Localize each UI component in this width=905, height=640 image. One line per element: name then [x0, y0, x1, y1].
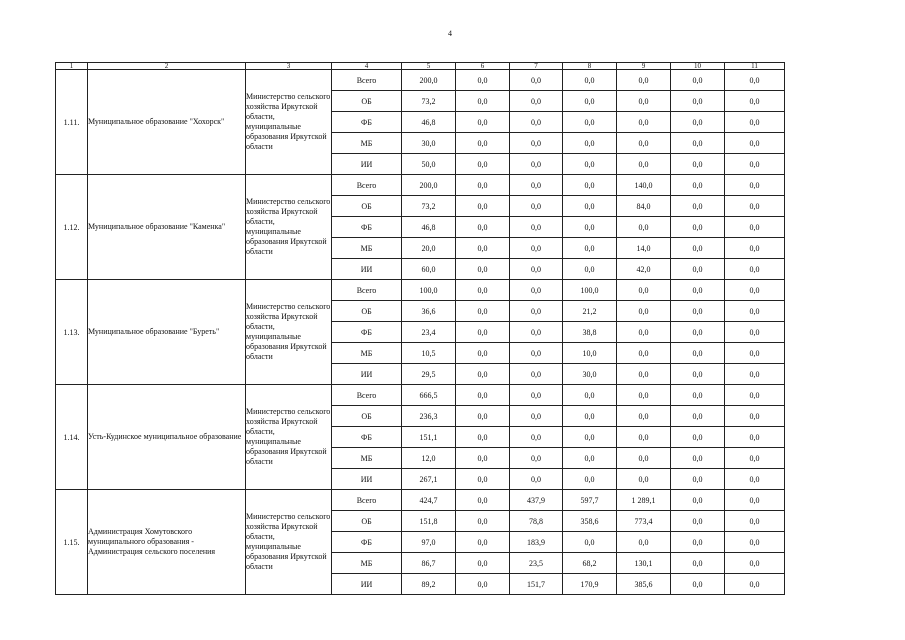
value-cell: 0,0 — [456, 133, 510, 154]
value-cell: 0,0 — [725, 448, 785, 469]
value-cell: 0,0 — [456, 91, 510, 112]
value-cell: 140,0 — [617, 175, 671, 196]
header-cell: 10 — [671, 63, 725, 70]
value-cell: 0,0 — [725, 133, 785, 154]
funding-source: ИИ — [332, 259, 402, 280]
value-cell: 0,0 — [563, 70, 617, 91]
executor-name: Министерство сельского хозяйства Иркутской области, муниципальные образования Иркутской области — [246, 385, 332, 490]
value-cell: 773,4 — [617, 511, 671, 532]
table-row — [56, 280, 785, 301]
funding-source: ОБ — [332, 301, 402, 322]
value-cell: 597,7 — [563, 490, 617, 511]
value-cell: 0,0 — [617, 70, 671, 91]
value-cell: 0,0 — [510, 385, 563, 406]
funding-source: ОБ — [332, 196, 402, 217]
value-cell: 0,0 — [456, 112, 510, 133]
value-cell: 86,7 — [402, 553, 456, 574]
value-cell: 0,0 — [617, 406, 671, 427]
value-cell: 0,0 — [456, 574, 510, 595]
value-cell: 0,0 — [671, 574, 725, 595]
value-cell: 0,0 — [456, 448, 510, 469]
value-cell: 0,0 — [671, 112, 725, 133]
value-cell: 1 289,1 — [617, 490, 671, 511]
value-cell: 0,0 — [725, 175, 785, 196]
municipality-name: Муниципальное образование "Хохорск" — [88, 70, 246, 175]
value-cell: 0,0 — [671, 70, 725, 91]
executor-name: Министерство сельского хозяйства Иркутской области, муниципальные образования Иркутской области — [246, 490, 332, 595]
funding-source: МБ — [332, 448, 402, 469]
value-cell: 0,0 — [456, 427, 510, 448]
value-cell: 10,0 — [563, 343, 617, 364]
value-cell: 42,0 — [617, 259, 671, 280]
value-cell: 89,2 — [402, 574, 456, 595]
value-cell: 0,0 — [617, 112, 671, 133]
value-cell: 0,0 — [725, 322, 785, 343]
value-cell: 0,0 — [456, 511, 510, 532]
value-cell: 0,0 — [510, 133, 563, 154]
value-cell: 30,0 — [563, 364, 617, 385]
value-cell: 0,0 — [456, 322, 510, 343]
value-cell: 0,0 — [617, 154, 671, 175]
value-cell: 0,0 — [617, 301, 671, 322]
value-cell: 0,0 — [617, 280, 671, 301]
value-cell: 0,0 — [725, 259, 785, 280]
value-cell: 0,0 — [456, 280, 510, 301]
header-cell: 6 — [456, 63, 510, 70]
value-cell: 20,0 — [402, 238, 456, 259]
table-row — [56, 70, 785, 91]
value-cell: 0,0 — [563, 91, 617, 112]
value-cell: 0,0 — [617, 448, 671, 469]
value-cell: 0,0 — [725, 91, 785, 112]
value-cell: 358,6 — [563, 511, 617, 532]
value-cell: 0,0 — [456, 70, 510, 91]
value-cell: 0,0 — [725, 553, 785, 574]
value-cell: 0,0 — [671, 217, 725, 238]
value-cell: 0,0 — [671, 469, 725, 490]
value-cell: 0,0 — [563, 532, 617, 553]
value-cell: 0,0 — [671, 133, 725, 154]
table-row — [56, 490, 785, 511]
value-cell: 46,8 — [402, 217, 456, 238]
value-cell: 0,0 — [725, 427, 785, 448]
value-cell: 0,0 — [510, 238, 563, 259]
value-cell: 0,0 — [563, 448, 617, 469]
value-cell: 0,0 — [456, 532, 510, 553]
value-cell: 10,5 — [402, 343, 456, 364]
value-cell: 0,0 — [510, 322, 563, 343]
header-cell: 2 — [88, 63, 246, 70]
value-cell: 23,4 — [402, 322, 456, 343]
header-cell: 7 — [510, 63, 563, 70]
value-cell: 0,0 — [510, 427, 563, 448]
value-cell: 0,0 — [725, 301, 785, 322]
value-cell: 0,0 — [510, 364, 563, 385]
value-cell: 0,0 — [456, 364, 510, 385]
value-cell: 0,0 — [671, 406, 725, 427]
value-cell: 0,0 — [456, 385, 510, 406]
value-cell: 236,3 — [402, 406, 456, 427]
value-cell: 0,0 — [563, 427, 617, 448]
value-cell: 267,1 — [402, 469, 456, 490]
value-cell: 0,0 — [671, 553, 725, 574]
value-cell: 0,0 — [725, 154, 785, 175]
value-cell: 0,0 — [456, 490, 510, 511]
value-cell: 0,0 — [725, 532, 785, 553]
value-cell: 0,0 — [563, 385, 617, 406]
value-cell: 78,8 — [510, 511, 563, 532]
value-cell: 0,0 — [671, 448, 725, 469]
value-cell: 0,0 — [617, 343, 671, 364]
row-code: 1.14. — [56, 385, 88, 490]
funding-source: ИИ — [332, 154, 402, 175]
funding-source: ФБ — [332, 427, 402, 448]
value-cell: 14,0 — [617, 238, 671, 259]
funding-source: ИИ — [332, 469, 402, 490]
value-cell: 200,0 — [402, 175, 456, 196]
value-cell: 0,0 — [617, 364, 671, 385]
value-cell: 100,0 — [402, 280, 456, 301]
header-cell: 4 — [332, 63, 402, 70]
value-cell: 0,0 — [510, 154, 563, 175]
value-cell: 0,0 — [563, 112, 617, 133]
funding-source: МБ — [332, 553, 402, 574]
value-cell: 170,9 — [563, 574, 617, 595]
municipality-name: Муниципальное образование "Буреть" — [88, 280, 246, 385]
value-cell: 0,0 — [563, 175, 617, 196]
value-cell: 0,0 — [510, 259, 563, 280]
value-cell: 0,0 — [510, 91, 563, 112]
value-cell: 0,0 — [725, 343, 785, 364]
value-cell: 0,0 — [725, 280, 785, 301]
value-cell: 0,0 — [510, 175, 563, 196]
value-cell: 0,0 — [456, 154, 510, 175]
row-code: 1.15. — [56, 490, 88, 595]
value-cell: 0,0 — [671, 196, 725, 217]
value-cell: 0,0 — [671, 259, 725, 280]
value-cell: 46,8 — [402, 112, 456, 133]
funding-source: ОБ — [332, 91, 402, 112]
value-cell: 100,0 — [563, 280, 617, 301]
funding-source: Всего — [332, 70, 402, 91]
value-cell: 0,0 — [617, 427, 671, 448]
row-code: 1.11. — [56, 70, 88, 175]
value-cell: 0,0 — [510, 70, 563, 91]
value-cell: 0,0 — [510, 448, 563, 469]
value-cell: 0,0 — [510, 469, 563, 490]
value-cell: 0,0 — [725, 490, 785, 511]
value-cell: 0,0 — [563, 154, 617, 175]
value-cell: 0,0 — [456, 238, 510, 259]
value-cell: 0,0 — [510, 301, 563, 322]
value-cell: 0,0 — [725, 574, 785, 595]
value-cell: 0,0 — [671, 532, 725, 553]
value-cell: 183,9 — [510, 532, 563, 553]
funding-table — [55, 62, 785, 595]
row-code: 1.13. — [56, 280, 88, 385]
value-cell: 50,0 — [402, 154, 456, 175]
value-cell: 0,0 — [617, 322, 671, 343]
funding-source: ИИ — [332, 364, 402, 385]
funding-source: ФБ — [332, 322, 402, 343]
value-cell: 30,0 — [402, 133, 456, 154]
value-cell: 0,0 — [617, 532, 671, 553]
value-cell: 0,0 — [725, 385, 785, 406]
value-cell: 130,1 — [617, 553, 671, 574]
value-cell: 0,0 — [563, 196, 617, 217]
value-cell: 0,0 — [671, 427, 725, 448]
header-cell: 3 — [246, 63, 332, 70]
value-cell: 0,0 — [671, 511, 725, 532]
value-cell: 38,8 — [563, 322, 617, 343]
executor-name: Министерство сельского хозяйства Иркутской области, муниципальные образования Иркутской области — [246, 280, 332, 385]
value-cell: 0,0 — [617, 91, 671, 112]
value-cell: 0,0 — [671, 238, 725, 259]
funding-source: ИИ — [332, 574, 402, 595]
value-cell: 0,0 — [725, 112, 785, 133]
value-cell: 0,0 — [617, 133, 671, 154]
municipality-name: Усть-Кудинское муниципальное образование — [88, 385, 246, 490]
value-cell: 68,2 — [563, 553, 617, 574]
value-cell: 0,0 — [725, 238, 785, 259]
header-row — [56, 63, 785, 70]
funding-source: МБ — [332, 343, 402, 364]
header-cell: 1 — [56, 63, 88, 70]
value-cell: 437,9 — [510, 490, 563, 511]
funding-source: Всего — [332, 280, 402, 301]
value-cell: 36,6 — [402, 301, 456, 322]
value-cell: 0,0 — [456, 553, 510, 574]
value-cell: 200,0 — [402, 70, 456, 91]
value-cell: 0,0 — [671, 490, 725, 511]
value-cell: 0,0 — [671, 175, 725, 196]
table-row — [56, 385, 785, 406]
value-cell: 97,0 — [402, 532, 456, 553]
value-cell: 0,0 — [671, 385, 725, 406]
value-cell: 0,0 — [563, 238, 617, 259]
value-cell: 424,7 — [402, 490, 456, 511]
value-cell: 0,0 — [725, 406, 785, 427]
funding-source: ФБ — [332, 532, 402, 553]
value-cell: 0,0 — [510, 406, 563, 427]
value-cell: 0,0 — [671, 364, 725, 385]
header-cell: 9 — [617, 63, 671, 70]
value-cell: 73,2 — [402, 91, 456, 112]
header-cell: 11 — [725, 63, 785, 70]
page-number: 4 — [448, 29, 452, 38]
value-cell: 0,0 — [725, 70, 785, 91]
value-cell: 84,0 — [617, 196, 671, 217]
value-cell: 0,0 — [456, 301, 510, 322]
funding-source: ФБ — [332, 112, 402, 133]
value-cell: 60,0 — [402, 259, 456, 280]
value-cell: 0,0 — [725, 469, 785, 490]
value-cell: 0,0 — [456, 343, 510, 364]
value-cell: 29,5 — [402, 364, 456, 385]
value-cell: 0,0 — [617, 469, 671, 490]
value-cell: 0,0 — [456, 217, 510, 238]
funding-source: МБ — [332, 238, 402, 259]
table-row — [56, 175, 785, 196]
municipality-name: Администрация Хомутовского муниципального образования - Администрация сельского поселения — [88, 490, 246, 595]
value-cell: 0,0 — [456, 196, 510, 217]
value-cell: 0,0 — [563, 406, 617, 427]
value-cell: 0,0 — [510, 280, 563, 301]
value-cell: 666,5 — [402, 385, 456, 406]
value-cell: 0,0 — [456, 259, 510, 280]
funding-source: ФБ — [332, 217, 402, 238]
value-cell: 385,6 — [617, 574, 671, 595]
value-cell: 0,0 — [456, 469, 510, 490]
funding-source: ОБ — [332, 511, 402, 532]
value-cell: 151,1 — [402, 427, 456, 448]
value-cell: 0,0 — [725, 511, 785, 532]
value-cell: 23,5 — [510, 553, 563, 574]
value-cell: 0,0 — [671, 322, 725, 343]
value-cell: 0,0 — [563, 259, 617, 280]
funding-source: Всего — [332, 490, 402, 511]
value-cell: 0,0 — [563, 133, 617, 154]
row-code: 1.12. — [56, 175, 88, 280]
value-cell: 151,8 — [402, 511, 456, 532]
value-cell: 0,0 — [510, 343, 563, 364]
header-cell: 5 — [402, 63, 456, 70]
value-cell: 0,0 — [563, 469, 617, 490]
value-cell: 151,7 — [510, 574, 563, 595]
value-cell: 0,0 — [671, 91, 725, 112]
value-cell: 0,0 — [671, 343, 725, 364]
value-cell: 0,0 — [725, 217, 785, 238]
executor-name: Министерство сельского хозяйства Иркутской области, муниципальные образования Иркутской области — [246, 175, 332, 280]
funding-source: Всего — [332, 175, 402, 196]
value-cell: 0,0 — [671, 280, 725, 301]
value-cell: 0,0 — [456, 175, 510, 196]
value-cell: 0,0 — [617, 385, 671, 406]
funding-source: ОБ — [332, 406, 402, 427]
value-cell: 0,0 — [563, 217, 617, 238]
value-cell: 0,0 — [671, 301, 725, 322]
municipality-name: Муниципальное образование "Каменка" — [88, 175, 246, 280]
value-cell: 73,2 — [402, 196, 456, 217]
funding-source: Всего — [332, 385, 402, 406]
value-cell: 12,0 — [402, 448, 456, 469]
executor-name: Министерство сельского хозяйства Иркутской области, муниципальные образования Иркутской области — [246, 70, 332, 175]
funding-source: МБ — [332, 133, 402, 154]
table-body — [56, 70, 785, 595]
value-cell: 21,2 — [563, 301, 617, 322]
value-cell: 0,0 — [456, 406, 510, 427]
value-cell: 0,0 — [617, 217, 671, 238]
value-cell: 0,0 — [671, 154, 725, 175]
value-cell: 0,0 — [510, 112, 563, 133]
value-cell: 0,0 — [725, 364, 785, 385]
value-cell: 0,0 — [510, 217, 563, 238]
value-cell: 0,0 — [725, 196, 785, 217]
header-cell: 8 — [563, 63, 617, 70]
value-cell: 0,0 — [510, 196, 563, 217]
